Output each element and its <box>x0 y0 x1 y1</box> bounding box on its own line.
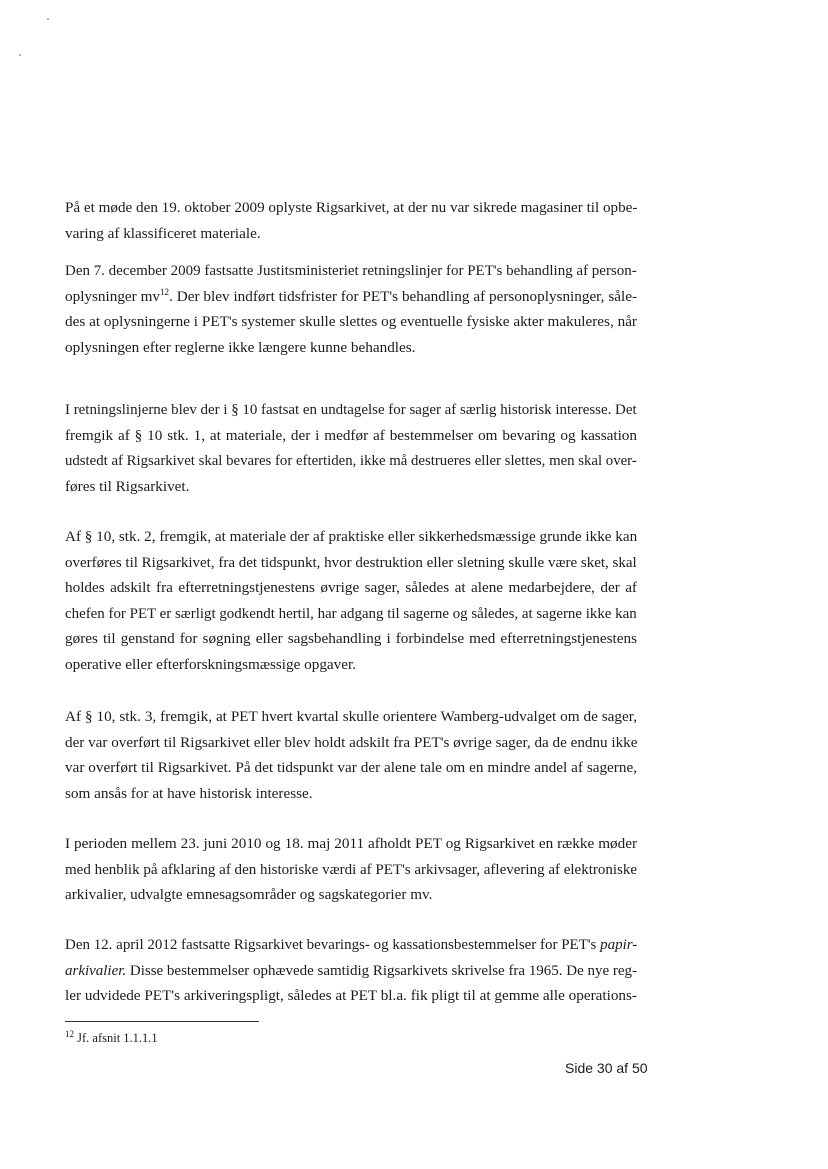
paragraph-1 <box>65 195 637 246</box>
text-line: som ansås for at have historisk interesse. <box>65 784 313 802</box>
text-line: med henblik på afklaring af den historiske værdi af PET's arkivsager, aflevering af elektroniske <box>65 860 638 878</box>
page-number: Side 30 af 50 <box>565 1060 648 1076</box>
text-line: varing af klassificeret materiale. <box>65 224 261 242</box>
text-line: holdes adskilt fra efterretningstjenestens øvrige sager, således at alene medarbejdere, der af <box>65 579 637 597</box>
paragraph-4 <box>65 524 637 678</box>
text-line: ler udvidede PET's arkiveringspligt, således at PET bl.a. fik pligt til at gemme alle operations- <box>65 987 637 1005</box>
text-span: oplysninger mv <box>65 287 161 305</box>
text-line: Af § 10, stk. 2, fremgik, at materiale der af praktiske eller sikkerhedsmæssige grunde ikke kan <box>65 528 638 545</box>
text-line: var overført til Rigsarkivet. På det tidspunkt var der alene tale om en mindre andel af sagerne, <box>65 759 637 777</box>
text-line: operative eller efterforskningsmæssige opgaver. <box>65 655 357 673</box>
text-line: overføres til Rigsarkivet, fra det tidspunkt, hvor destruktion eller sletning skulle være sket, skal <box>65 553 637 571</box>
paragraph-7 <box>65 932 637 1009</box>
paragraph-5 <box>65 704 637 806</box>
text-line: oplysningen efter reglerne ikke længere kunne behandles. <box>65 338 416 356</box>
paragraph-2 <box>65 258 637 360</box>
scan-speck <box>19 54 21 56</box>
paragraph-3 <box>65 397 637 499</box>
text-line: udstedt af Rigsarkivet skal bevares for eftertiden, ikke må destrueres eller slettes, men skal over- <box>65 452 637 470</box>
footnote <box>65 1030 158 1046</box>
text-line: arkivalier, udvalgte emnesagsområder og sagskategorier mv. <box>65 886 433 904</box>
text-line: Den 7. december 2009 fastsatte Justitsministeriet retningslinjer for PET's behandling af person- <box>65 262 637 279</box>
text-line: des at oplysningerne i PET's systemer skulle slettes og eventuelle fysiske akter makuleres, når <box>65 313 637 331</box>
footnote-text: Jf. afsnit 1.1.1.1 <box>74 1031 158 1045</box>
text-span: Den 12. april 2012 fastsatte Rigsarkivet bevarings- og kassationsbestemmelser for PET's <box>65 936 601 953</box>
text-line <box>65 932 638 958</box>
text-line: fremgik af § 10 stk. 1, at materiale, der i medfør af bestemmelser om bevaring og kassation <box>65 426 637 444</box>
text-line: Af § 10, stk. 3, fremgik, at PET hvert kvartal skulle orientere Wamberg-udvalget om de sager, <box>65 708 637 725</box>
footnote-separator <box>65 1021 259 1022</box>
text-line: I retningslinjerne blev der i § 10 fastsat en undtagelse for sager af særlig historisk interesse. Det <box>65 401 637 418</box>
footnote-ref: 12 <box>160 286 170 297</box>
text-line: der var overført til Rigsarkivet eller blev holdt adskilt fra PET's øvrige sager, da de endnu ikke <box>65 733 638 751</box>
scan-speck <box>47 18 49 20</box>
paragraph-6 <box>65 831 637 908</box>
text-span: . Der blev indført tidsfrister for PET's behandling af personoplysninger, såle- <box>169 287 638 305</box>
text-line: føres til Rigsarkivet. <box>65 477 190 495</box>
footnote-number: 12 <box>65 1028 74 1039</box>
text-line: chefen for PET er særligt godkendt hertil, har adgang til sagerne og således, at sagerne ikke kan <box>65 604 637 622</box>
text-line: gøres til genstand for søgning eller sagsbehandling i forbindelse med efterretningstjenestens <box>65 630 637 648</box>
italic-term: arkivalier. <box>65 961 127 979</box>
text-line: I perioden mellem 23. juni 2010 og 18. maj 2011 afholdt PET og Rigsarkivet en række møder <box>65 835 637 852</box>
text-line <box>65 284 637 310</box>
text-span: Disse bestemmelser ophævede samtidig Rigsarkivets skrivelse fra 1965. De nye reg- <box>126 961 637 979</box>
italic-term: papir- <box>600 936 638 953</box>
text-line <box>65 958 637 984</box>
text-line: På et møde den 19. oktober 2009 oplyste Rigsarkivet, at der nu var sikrede magasiner til opbe- <box>65 199 638 216</box>
